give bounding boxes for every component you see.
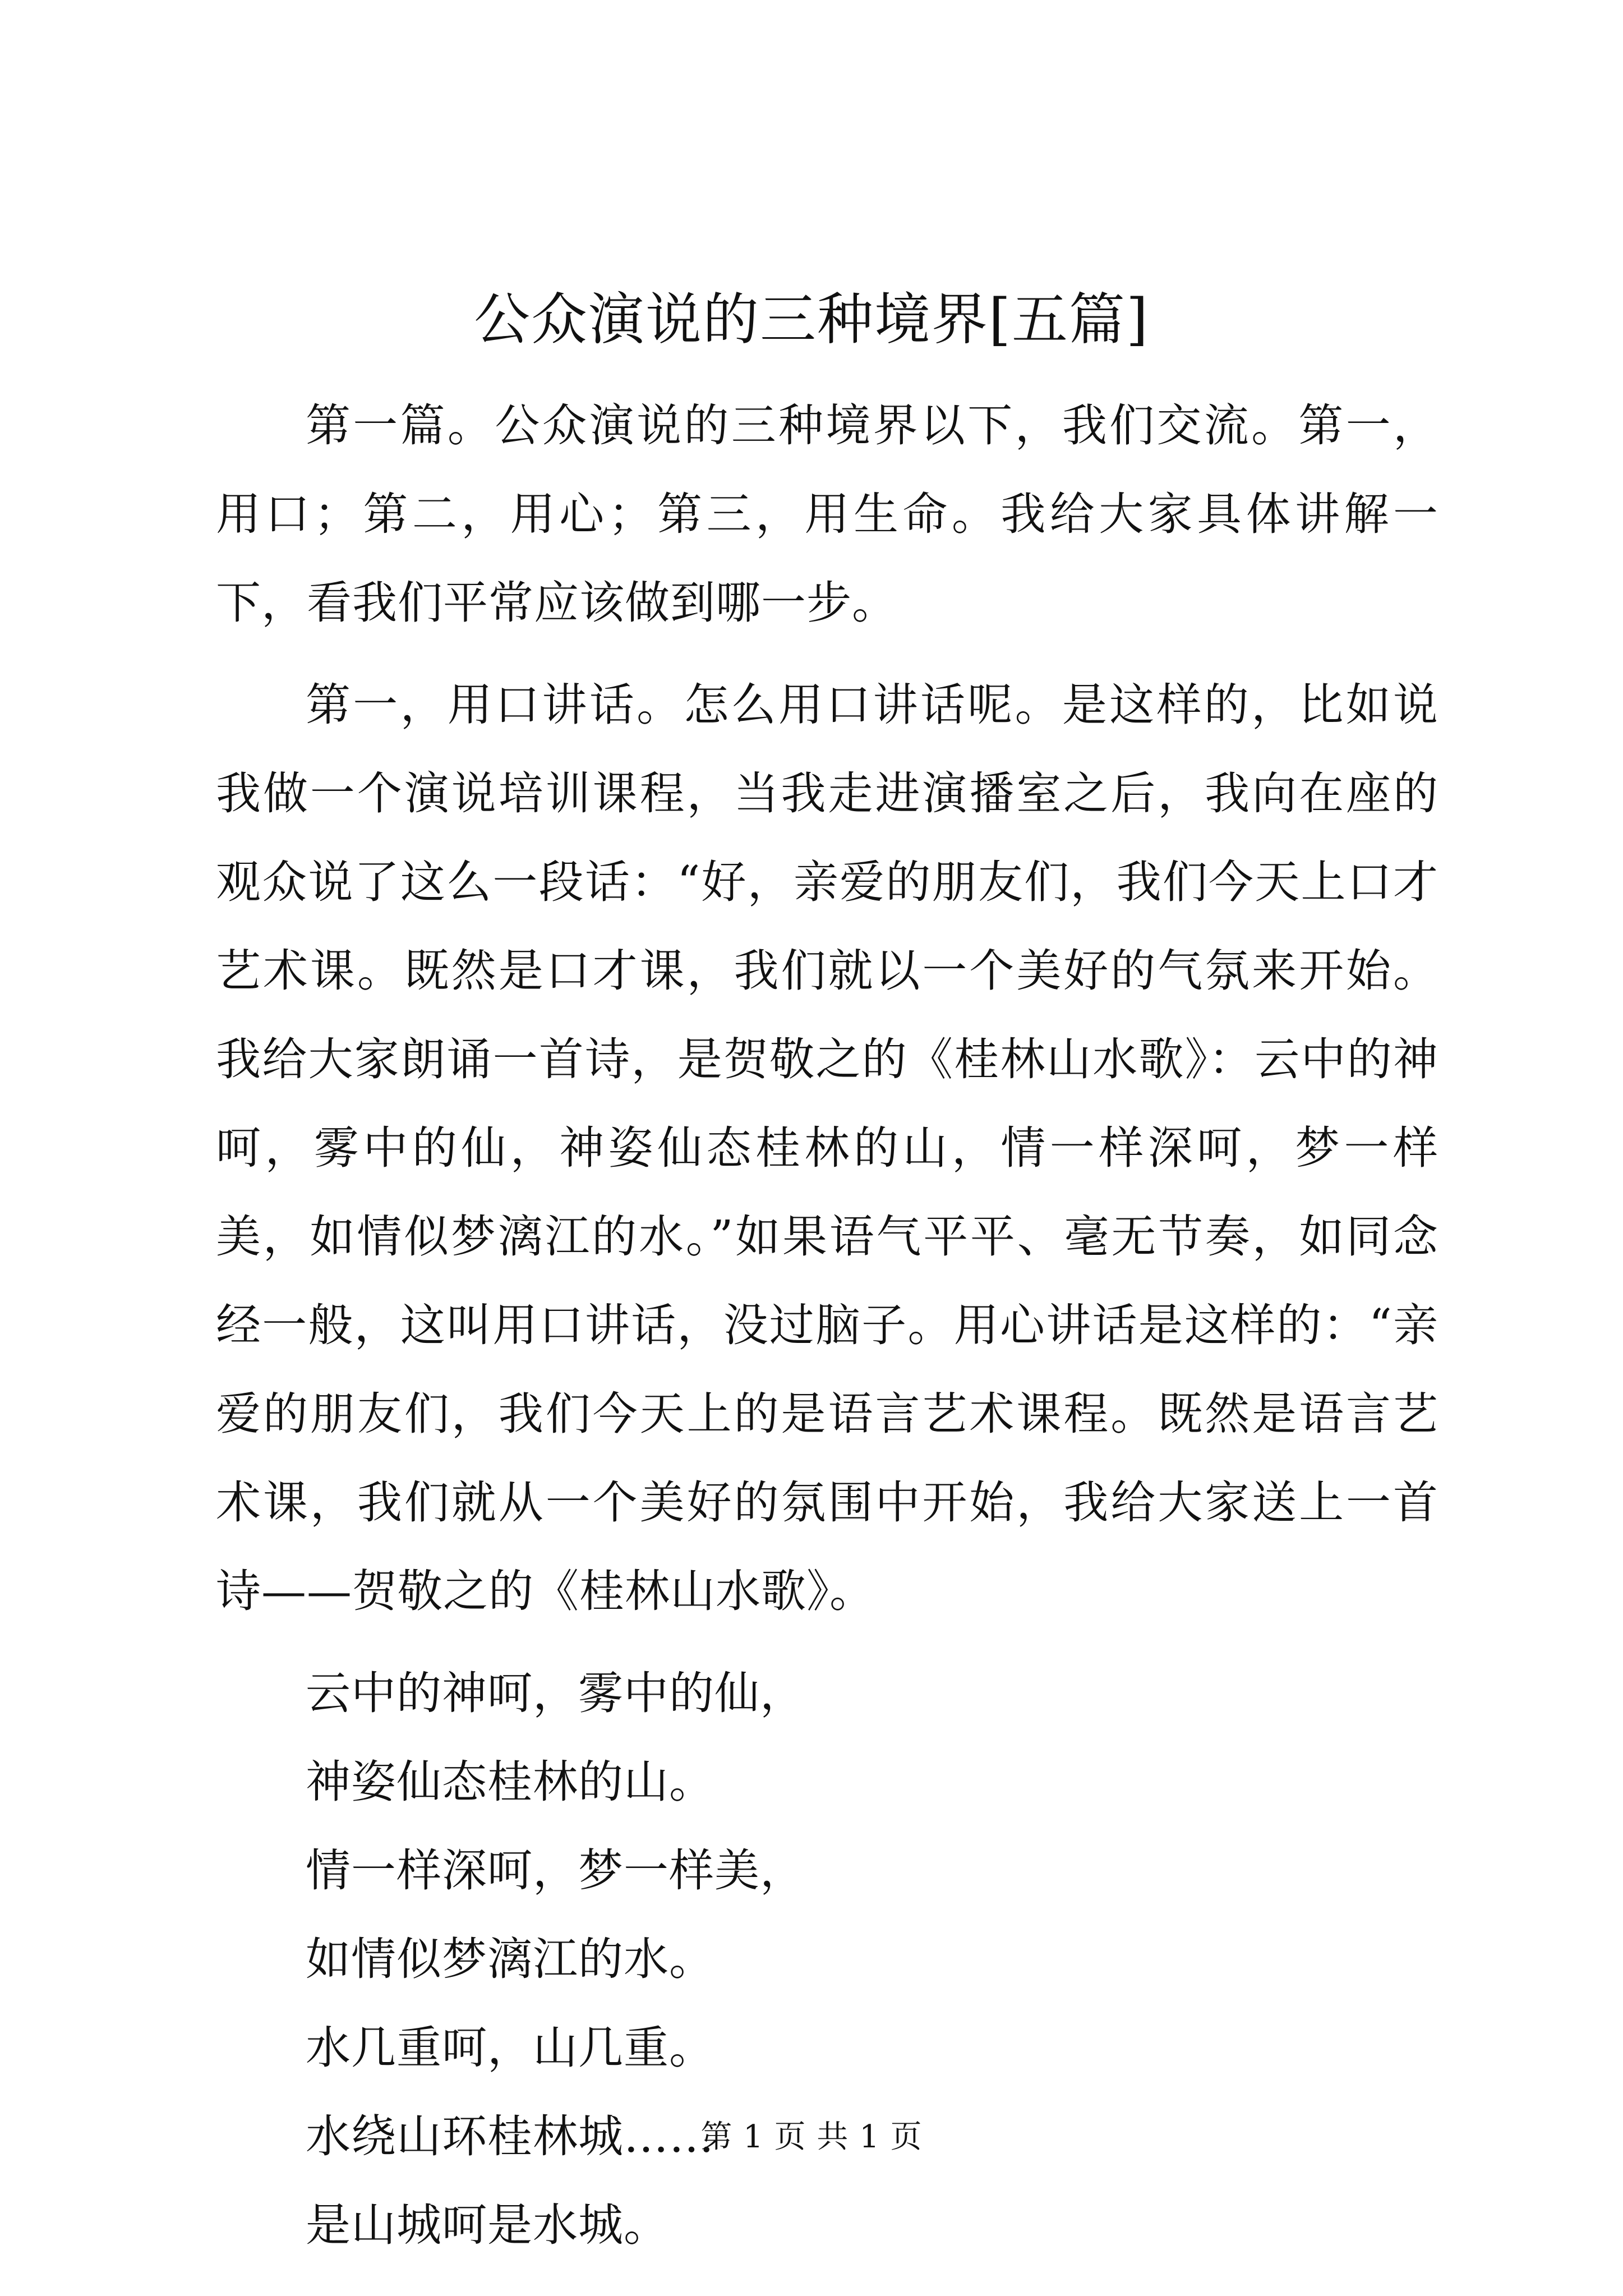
paragraph-2: 第一，用口讲话。怎么用口讲话呢。是这样的，比如说我做一个演说培训课程，当我走进演播室之后，我向在座的观众说了这么一段话：“好，亲爱的朋友们，我们今天上口才艺术课。既然是口才课，我们就以一个美好的气氛来开始。我给大家朗诵一首诗，是贺敬之的《桂林山水歌》：云中的神呵，雾中的仙，神姿仙态桂林的山，情一样深呵，梦一样美，如情似梦漓江的水。”如果语气平平、毫无节奏，如同念经一般，这叫用口讲话，没过脑子。用心讲话是这样的：“亲爱的朋友们，我们今天上的是语言艺术课程。既然是语言艺术课，我们就从一个美好的氛围中开始，我给大家送上一首诗——贺敬之的《桂林山水歌》。 bbox=[216, 679, 1438, 1617]
page-footer: 第 1 页 共 1 页 bbox=[700, 2119, 923, 2155]
poem-line: 如情似梦漓江的水。 bbox=[306, 1933, 714, 1985]
document-title: 公众演说的三种境界[五篇] bbox=[473, 287, 1150, 352]
poem-line: 水几重呵，山几重。 bbox=[306, 2022, 714, 2074]
poem-block bbox=[216, 1649, 1438, 2270]
poem-line: 水绕山环桂林城…… bbox=[306, 2110, 714, 2162]
poem-line: 云中的神呵，雾中的仙， bbox=[306, 1667, 805, 1719]
paragraph-1: 第一篇。公众演说的三种境界以下，我们交流。第一，用口；第二，用心；第三，用生命。我给大家具体讲解一下，看我们平常应该做到哪一步。 bbox=[216, 399, 1438, 629]
document-body bbox=[216, 381, 1438, 2270]
poem-line: 是山城呵是水城。 bbox=[306, 2199, 669, 2251]
poem-line: 情一样深呵，梦一样美， bbox=[306, 1844, 805, 1897]
poem-line: 神姿仙态桂林的山。 bbox=[306, 1756, 714, 1808]
